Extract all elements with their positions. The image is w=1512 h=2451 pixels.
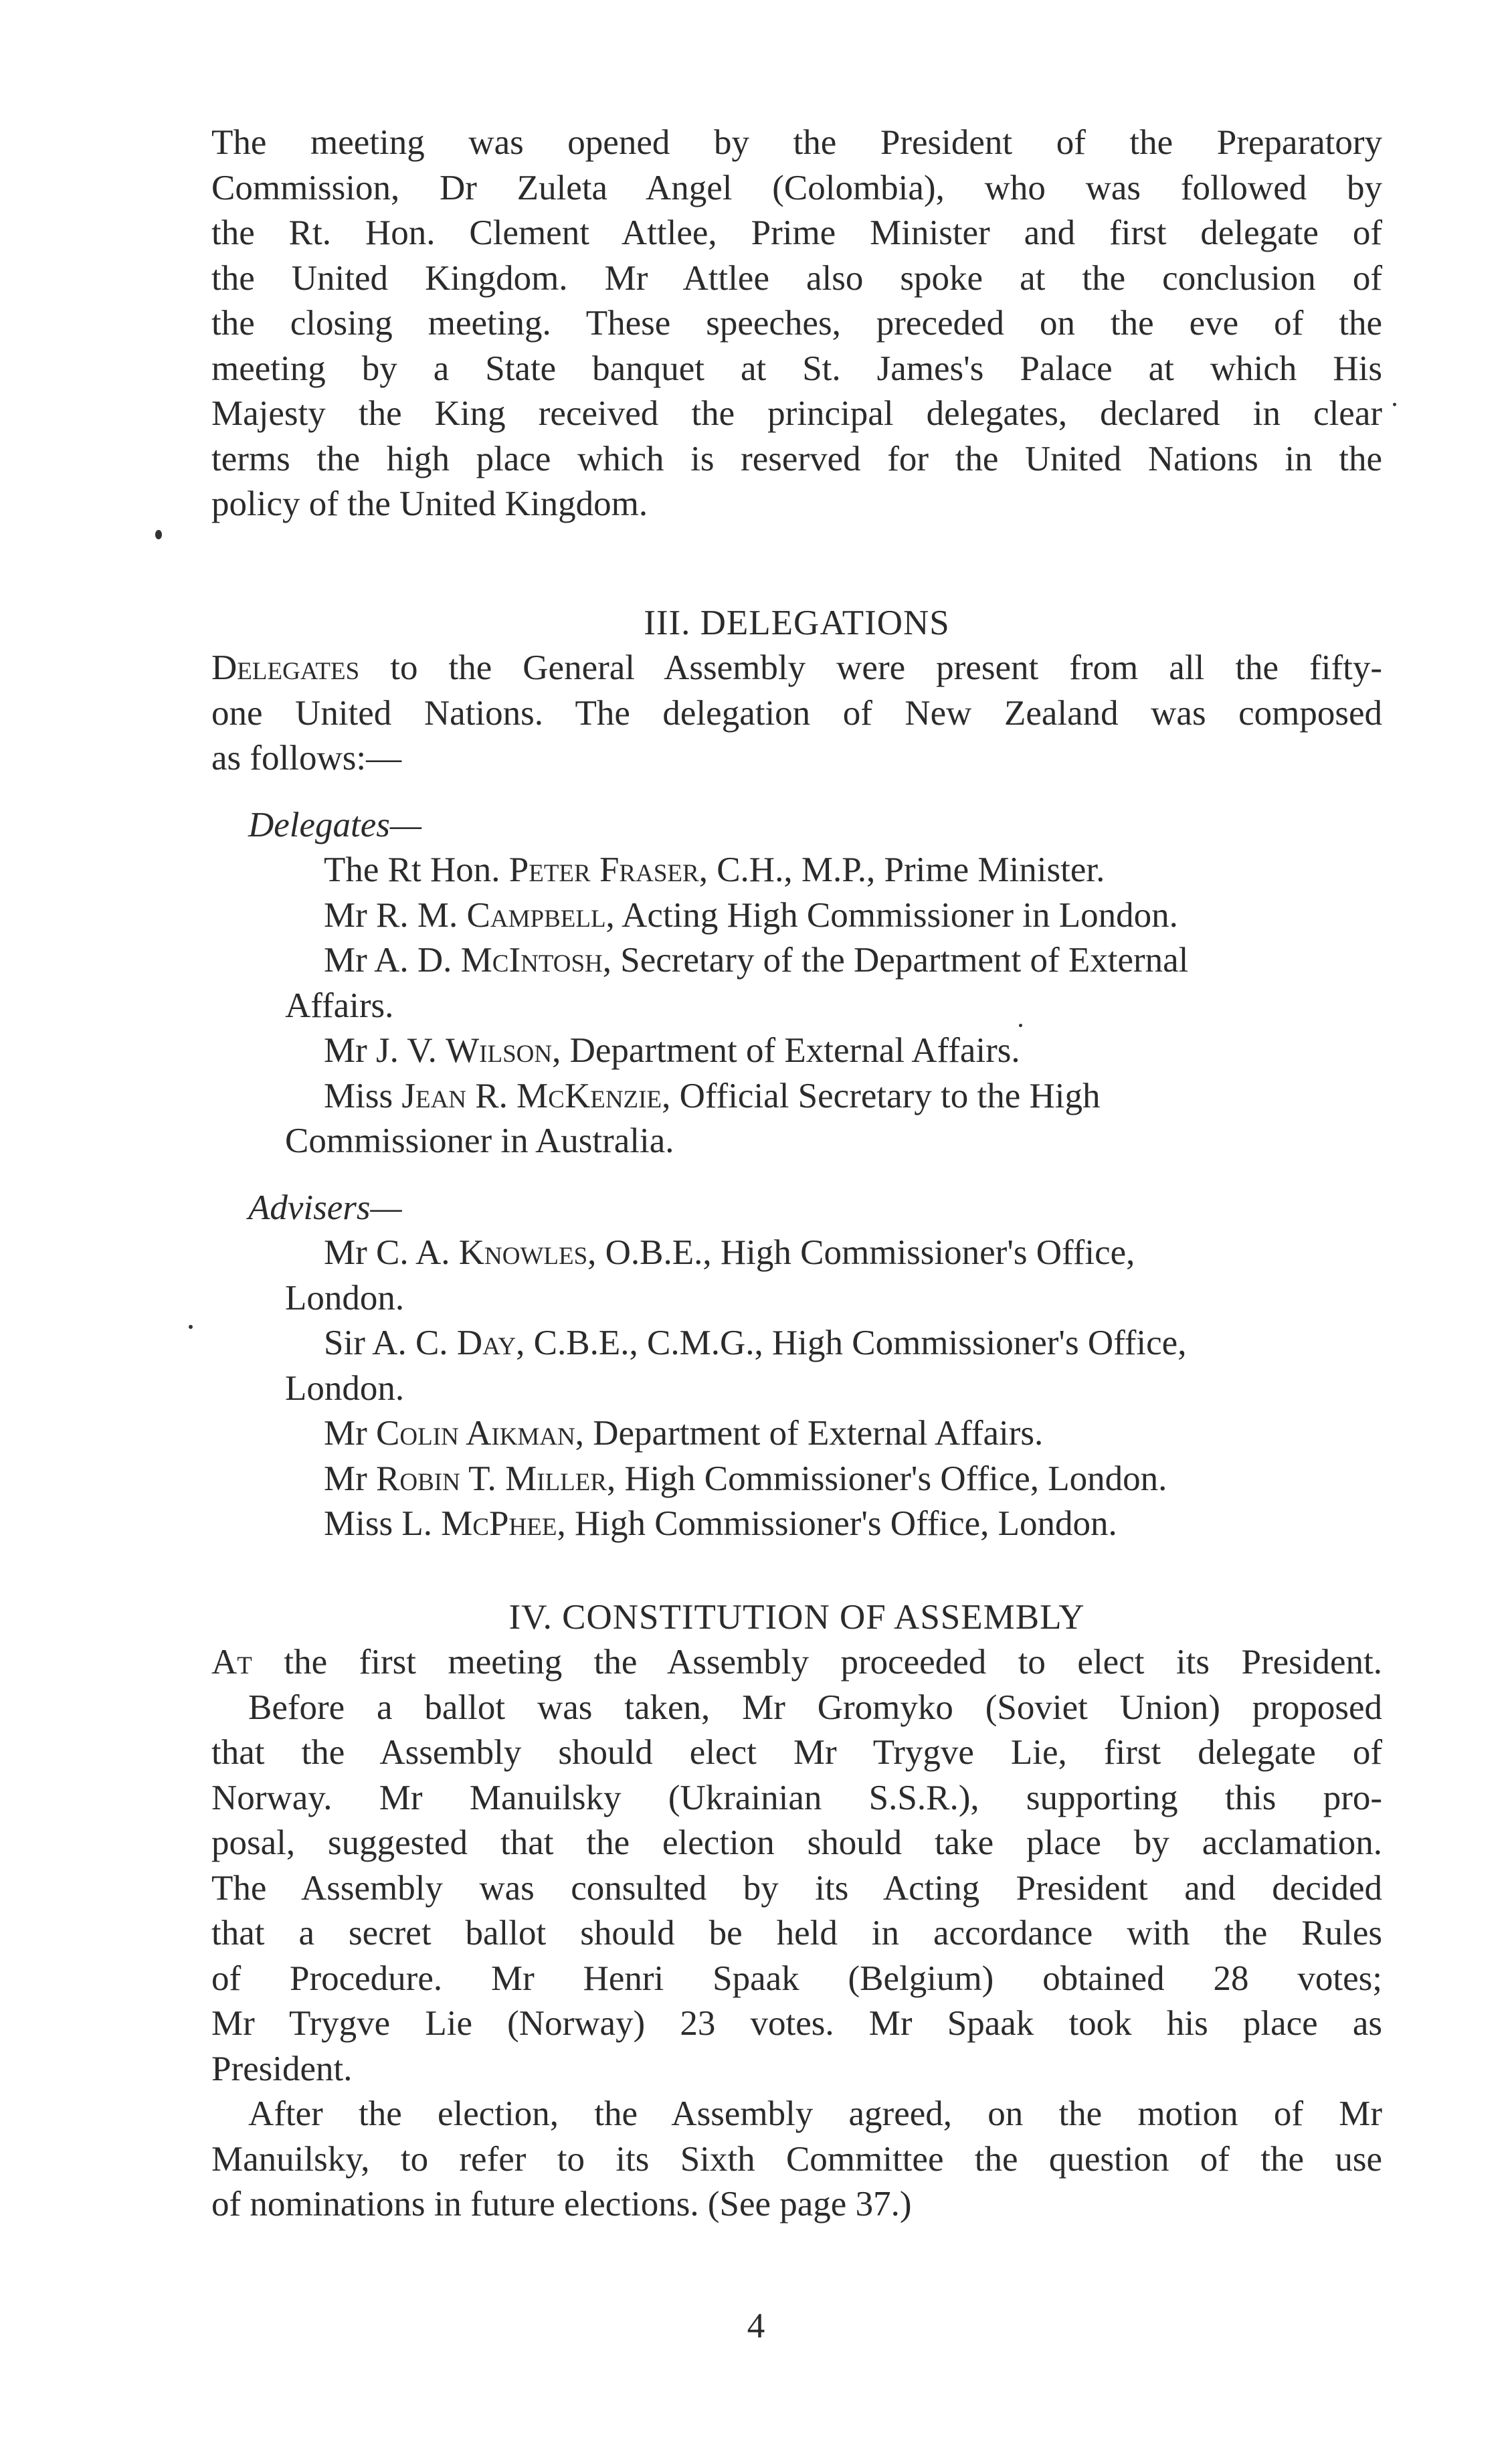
delegate-entry-cont: Affairs. [285, 986, 394, 1025]
constitution-para-line: of nominations in future elections. (See page 37.) [211, 2185, 912, 2223]
constitution-para-line: The Assembly was consulted by its Acting President and decided [211, 1868, 1382, 1908]
adviser-entry: Mr C. A. Knowles, O.B.E., High Commissioner's Office, [324, 1233, 1135, 1272]
constitution-lead-word: At [211, 1643, 252, 1682]
delegate-entry: Mr R. M. Campbell, Acting High Commissioner in London. [324, 895, 1178, 935]
constitution-para-line: Manuilsky, to refer to its Sixth Committee the question of the use [211, 2139, 1382, 2179]
constitution-para-line: Norway. Mr Manuilsky (Ukrainian S.S.R.), supporting this pro- [211, 1778, 1382, 1817]
constitution-para-line: President. [211, 2049, 353, 2088]
delegate-entry: The Rt Hon. Peter Fraser, C.H., M.P., Prime Minister. [324, 850, 1105, 889]
constitution-para-line: After the election, the Assembly agreed, on the motion of Mr [248, 2094, 1382, 2133]
intro-line: Majesty the King received the principal delegates, declared in clear [211, 394, 1382, 433]
delegate-entry: Miss Jean R. McKenzie, Official Secretary to the High [324, 1076, 1101, 1115]
intro-line: the United Kingdom. Mr Attlee also spoke at the conclusion of [211, 258, 1382, 298]
adviser-entry: Mr Robin T. Miller, High Commissioner's Office, London. [324, 1459, 1167, 1498]
intro-line: the closing meeting. These speeches, preceded on the eve of the [211, 304, 1382, 343]
delegates-label: Delegates— [248, 805, 422, 844]
adviser-entry: Mr Colin Aikman, Department of External Affairs. [324, 1414, 1044, 1453]
delegations-para-line: one United Nations. The delegation of New Zealand was composed [211, 693, 1382, 733]
intro-line: terms the high place which is reserved for the United Nations in the [211, 439, 1382, 478]
adviser-entry: Sir A. C. Day, C.B.E., C.M.G., High Commissioner's Office, [324, 1324, 1187, 1362]
delegations-lead-word: Delegates [211, 648, 360, 687]
intro-line: policy of the United Kingdom. [211, 484, 648, 523]
section-heading-constitution: IV. CONSTITUTION OF ASSEMBLY [508, 1597, 1085, 1637]
scan-mark [1019, 1024, 1022, 1027]
page-number: 4 [747, 2306, 765, 2345]
delegations-para-line: as follows:— [211, 739, 402, 778]
delegate-entry: Mr J. V. Wilson, Department of External Affairs. [324, 1031, 1020, 1070]
advisers-label: Advisers— [248, 1188, 402, 1227]
section-heading-delegations: III. DELEGATIONS [644, 603, 950, 642]
delegate-entry-cont: Commissioner in Australia. [285, 1121, 674, 1160]
intro-line: The meeting was opened by the President of the Preparatory [211, 123, 1382, 162]
intro-line: the Rt. Hon. Clement Attlee, Prime Minister and first delegate of [211, 213, 1382, 252]
document-page [211, 120, 1382, 2228]
scan-mark [1393, 403, 1396, 406]
constitution-para-line: that a secret ballot should be held in accordance with the Rules [211, 1914, 1382, 1953]
constitution-para-line: At the first meeting the Assembly proceeded to elect its President. [211, 1643, 1382, 1682]
scan-mark [155, 530, 162, 539]
adviser-entry: Miss L. McPhee, High Commissioner's Office, London. [324, 1504, 1117, 1543]
constitution-para-line: posal, suggested that the election should take place by acclamation. [211, 1823, 1382, 1862]
intro-line: meeting by a State banquet at St. James's Palace at which His [211, 349, 1382, 388]
delegations-para-line: Delegates to the General Assembly were present from all the fifty- [211, 648, 1382, 687]
adviser-entry-cont: London. [285, 1278, 405, 1318]
constitution-para-line: Mr Trygve Lie (Norway) 23 votes. Mr Spaak took his place as [211, 2004, 1382, 2043]
constitution-para-line: of Procedure. Mr Henri Spaak (Belgium) obtained 28 votes; [211, 1959, 1382, 1998]
intro-paragraph [211, 120, 1382, 527]
constitution-para-line: that the Assembly should elect Mr Trygve Lie, first delegate of [211, 1733, 1382, 1772]
constitution-para-line: Before a ballot was taken, Mr Gromyko (Soviet Union) proposed [248, 1688, 1382, 1727]
delegate-entry: Mr A. D. McIntosh, Secretary of the Department of External [324, 941, 1189, 980]
scan-mark [189, 1325, 193, 1329]
intro-line: Commission, Dr Zuleta Angel (Colombia), who was followed by [211, 168, 1382, 207]
adviser-entry-cont: London. [285, 1368, 405, 1408]
